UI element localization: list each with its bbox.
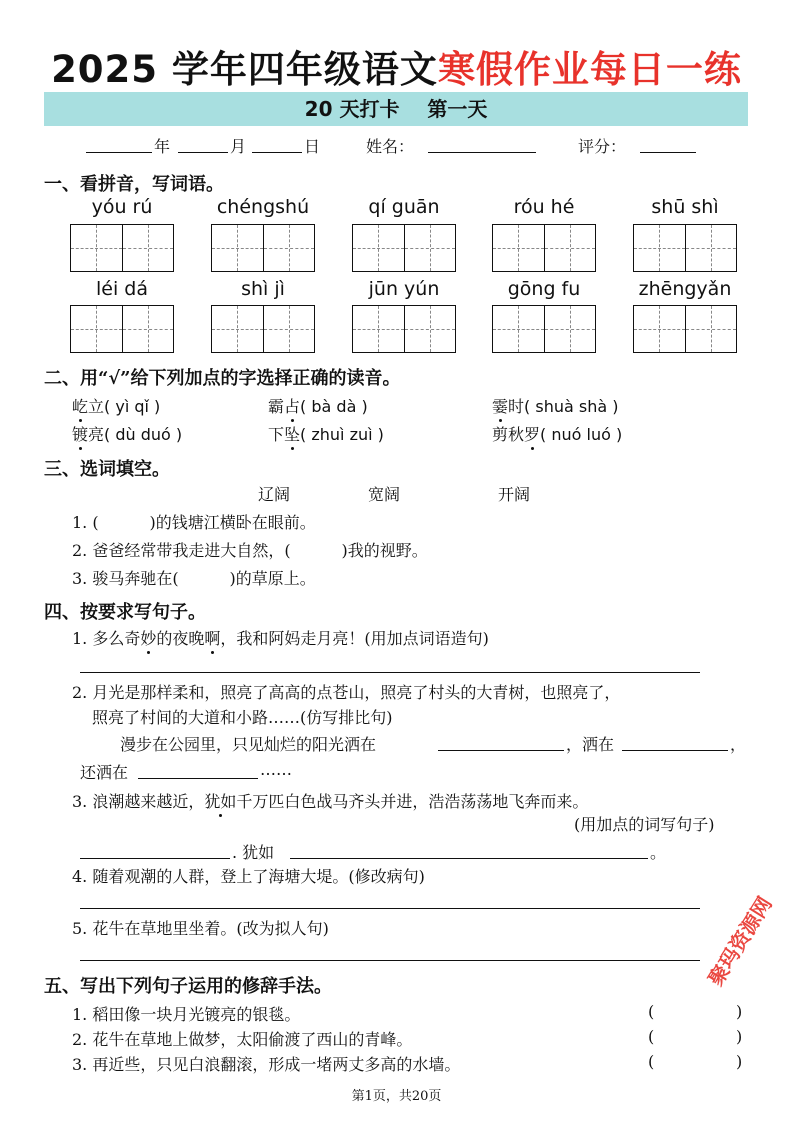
pinyin-label: zhēngyǎn [638, 278, 732, 300]
answer-paren-close[interactable]: ) [736, 1002, 743, 1021]
pinyin-label: gōng fu [507, 278, 581, 300]
q-text: 1. 多么奇 [72, 629, 141, 648]
watermark: 聚玛资源网 [703, 892, 777, 990]
rhetoric-item: 2. 花牛在草地上做梦，太阳偷渡了西山的青峰。 [72, 1030, 413, 1049]
question-4-3-hint: (用加点的词写句子) [574, 815, 715, 834]
page-footer: 第1页，共20页 [351, 1089, 442, 1104]
reading-item[interactable] [72, 394, 160, 417]
score-label: 评分： [578, 137, 627, 156]
month-label: 月 [230, 137, 247, 156]
plain-char: 亮 [88, 425, 105, 444]
dotted-char: 占 [284, 397, 301, 416]
word-option: 开阔 [498, 485, 531, 504]
tianzige-box[interactable] [352, 305, 456, 353]
q-text: ，洒在 [566, 735, 615, 754]
section-2-heading: 二、用“√”给下列加点的字选择正确的读音。 [44, 368, 401, 389]
plain-char: 剪秋 [492, 425, 525, 444]
q-text: …… [260, 760, 292, 779]
rhetoric-item: 1. 稻田像一块月光镀亮的银毯。 [72, 1005, 301, 1024]
pinyin-label: qí guān [368, 196, 440, 218]
answer-blank[interactable] [138, 778, 258, 779]
title-black: 2025 学年四年级语文 [51, 48, 438, 91]
fill-item[interactable]: 1. ( )的钱塘江横卧在眼前。 [72, 513, 316, 532]
q-text: 的夜晚 [156, 629, 205, 648]
pinyin-label: yóu rú [91, 196, 153, 218]
q-text: 。 [650, 843, 667, 862]
question-4-2-hint: 照亮了村间的大道和小路……(仿写排比句) [92, 708, 393, 727]
pinyin-label: chéngshú [216, 196, 310, 218]
answer-blank[interactable] [80, 858, 230, 859]
dotted-char: 镀 [72, 425, 89, 444]
answer-paren-close[interactable]: ) [736, 1027, 743, 1046]
section-4-heading: 四、按要求写句子。 [44, 602, 206, 623]
dotted-char: 犹如 [204, 792, 237, 811]
tianzige-box[interactable] [633, 305, 737, 353]
dotted-char: 坠 [284, 425, 301, 444]
pinyin-options: ( dù duó ) [104, 425, 183, 444]
question-4-5: 5. 花牛在草地里坐着。(改为拟人句) [72, 919, 329, 938]
pinyin-label: shū shì [651, 196, 719, 218]
rhetoric-item: 3. 再近些，只见白浪翻滚，形成一堵两丈多高的水墙。 [72, 1055, 461, 1074]
q-text: 3. 浪潮越来越近， [72, 792, 205, 811]
tianzige-box[interactable] [211, 305, 315, 353]
tianzige-box[interactable] [70, 305, 174, 353]
reading-item[interactable] [268, 422, 384, 445]
answer-line[interactable] [80, 672, 700, 673]
word-option: 辽阔 [258, 485, 291, 504]
answer-paren-open[interactable]: ( [648, 1002, 655, 1021]
reading-item[interactable] [268, 394, 368, 417]
pinyin-options: ( zhuì zuì ) [300, 425, 384, 444]
dotted-char: 妙 [140, 629, 157, 648]
pinyin-label: léi dá [96, 278, 148, 300]
q-text: 千万匹白色战马齐头并进，浩浩荡荡地飞奔而来。 [236, 792, 589, 811]
q-text: . 犹如 [232, 843, 275, 862]
pinyin-label: róu hé [513, 196, 575, 218]
fill-item[interactable]: 3. 骏马奔驰在( )的草原上。 [72, 569, 316, 588]
dotted-char: 屹 [72, 397, 89, 416]
word-option: 宽阔 [368, 485, 401, 504]
pinyin-options: ( nuó luó ) [540, 425, 623, 444]
year-label: 年 [154, 137, 171, 156]
reading-item[interactable] [72, 422, 182, 445]
dotted-char: 霎 [492, 397, 509, 416]
question-4-4: 4. 随着观潮的人群，登上了海塘大堤。(修改病句) [72, 867, 425, 886]
answer-paren-open[interactable]: ( [648, 1052, 655, 1071]
tianzige-box[interactable] [211, 224, 315, 272]
section-1-heading: 一、看拼音，写词语。 [44, 174, 224, 195]
day-banner: 20 天打卡 第一天 [44, 92, 748, 126]
pinyin-options: ( bà dà ) [300, 397, 368, 416]
answer-blank[interactable] [290, 858, 648, 859]
pinyin-label: shì jì [241, 278, 285, 300]
section-5-heading: 五、写出下列句子运用的修辞手法。 [44, 976, 332, 997]
plain-char: 立 [88, 397, 105, 416]
answer-line[interactable] [80, 908, 700, 909]
question-4-3 [72, 789, 588, 812]
title-red: 寒假作业每日一练 [437, 48, 742, 91]
section-3-heading: 三、选词填空。 [44, 459, 170, 480]
tianzige-box[interactable] [352, 224, 456, 272]
score-blank[interactable] [640, 152, 696, 153]
pinyin-label: jūn yún [368, 278, 440, 300]
tianzige-box[interactable] [70, 224, 174, 272]
year-blank[interactable] [86, 152, 152, 153]
month-blank[interactable] [178, 152, 228, 153]
dotted-char: 啊 [204, 629, 221, 648]
plain-char: 下 [268, 425, 285, 444]
pinyin-options: ( yì qǐ ) [104, 397, 161, 416]
page-title [0, 40, 793, 100]
tianzige-box[interactable] [633, 224, 737, 272]
tianzige-box[interactable] [492, 224, 596, 272]
plain-char: 霸 [268, 397, 285, 416]
fill-item[interactable]: 2. 爸爸经常带我走进大自然，( )我的视野。 [72, 541, 428, 560]
q-text: ， [730, 735, 747, 754]
reading-item[interactable] [492, 422, 622, 445]
pinyin-options: ( shuà shà ) [524, 397, 619, 416]
question-4-2: 2. 月光是那样柔和，照亮了高高的点苍山，照亮了村头的大青树，也照亮了， [72, 683, 621, 702]
day-blank[interactable] [252, 152, 302, 153]
answer-blank[interactable] [622, 750, 728, 751]
name-label: 姓名： [366, 137, 415, 156]
q-text: 还洒在 [80, 763, 129, 782]
answer-paren-open[interactable]: ( [648, 1027, 655, 1046]
tianzige-box[interactable] [492, 305, 596, 353]
day-label: 日 [304, 137, 321, 156]
plain-char: 时 [508, 397, 525, 416]
answer-paren-close[interactable]: ) [736, 1052, 743, 1071]
q-text: 漫步在公园里，只见灿烂的阳光洒在 [120, 735, 377, 754]
answer-blank[interactable] [438, 750, 564, 751]
name-blank[interactable] [428, 152, 536, 153]
q-text: ，我和阿妈走月亮！(用加点词语造句) [220, 629, 489, 648]
question-4-1 [72, 626, 489, 649]
answer-line[interactable] [80, 960, 700, 961]
reading-item[interactable] [492, 394, 618, 417]
dotted-char: 罗 [524, 425, 541, 444]
